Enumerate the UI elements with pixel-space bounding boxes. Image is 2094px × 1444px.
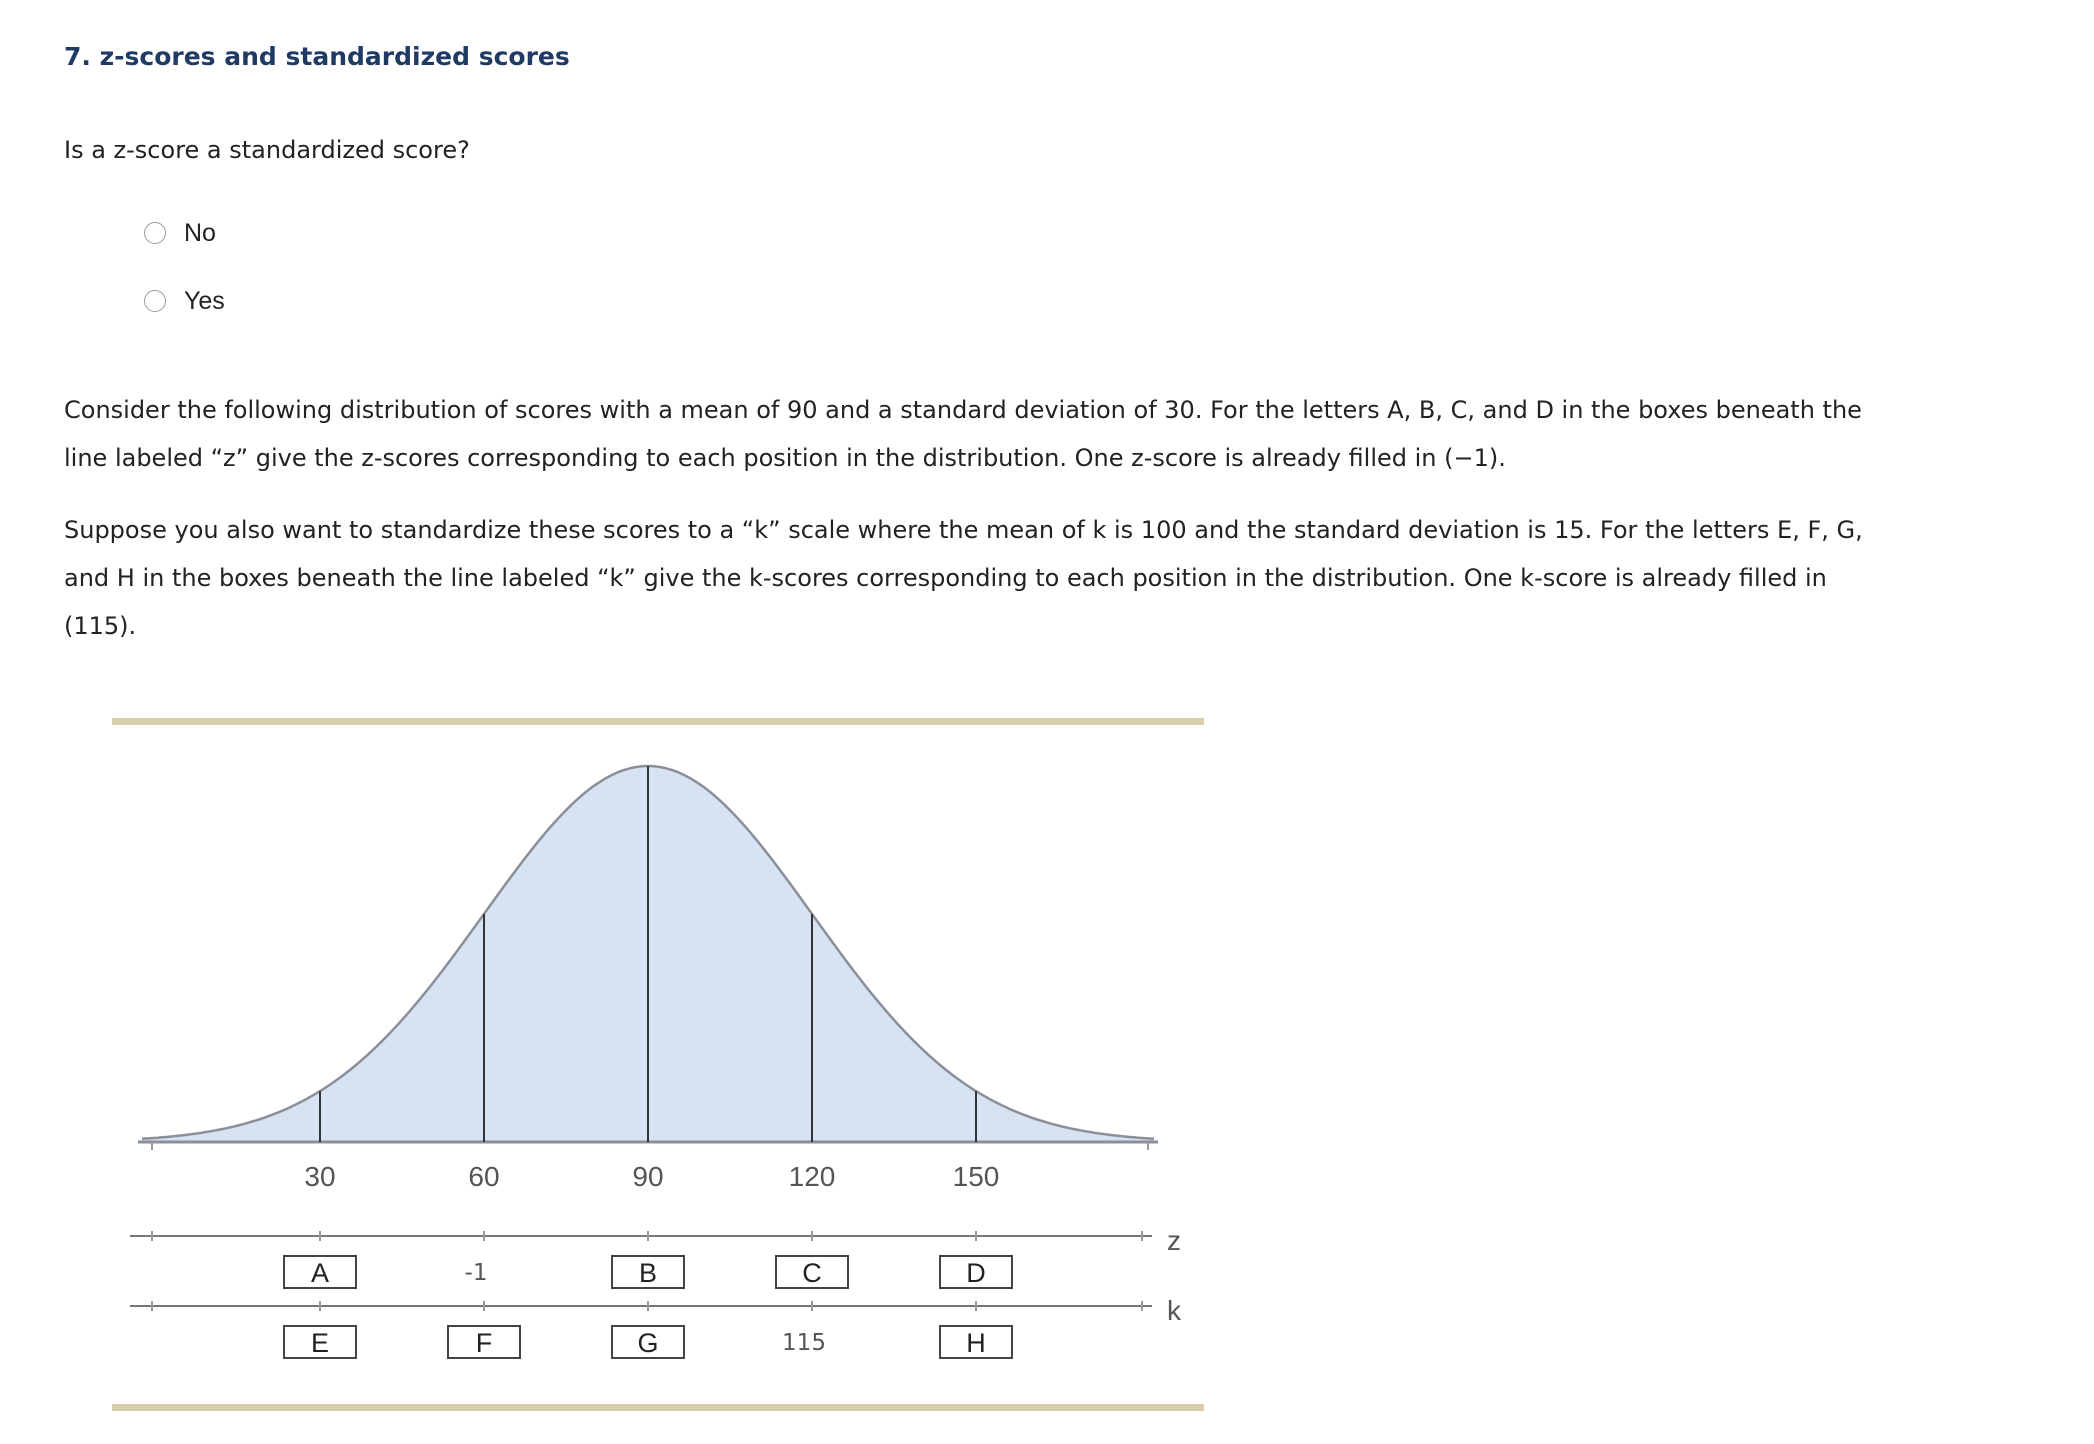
- figure-top-border: [112, 718, 1204, 725]
- option-yes[interactable]: [144, 284, 225, 318]
- option-no-label: No: [184, 218, 216, 247]
- score-label-90: 90: [632, 1161, 664, 1192]
- instructions-k-line-3: (115).: [64, 612, 137, 640]
- z-box-label-B: B: [638, 1258, 658, 1288]
- instructions-k-line-2: and H in the boxes beneath the line labeled “k” give the k-scores corresponding to each position in the distribution. One k-score is already filled in: [64, 564, 1827, 592]
- k-given-value: 115: [782, 1330, 826, 1356]
- normal-distribution-figure: [112, 718, 1204, 1412]
- z-box-label-D: D: [966, 1258, 986, 1288]
- z-box-label-A: A: [310, 1258, 330, 1288]
- score-label-60: 60: [468, 1161, 500, 1192]
- instructions-k-line-1: Suppose you also want to standardize these scores to a “k” scale where the mean of k is 100 and the standard deviation is 15. For the letters E, F, G,: [64, 516, 1863, 544]
- radio-button-yes[interactable]: [144, 290, 166, 312]
- option-yes-label: Yes: [184, 286, 225, 315]
- instructions-z-line-2: line labeled “z” give the z-scores corresponding to each position in the distribution. One z-score is already filled in (−1).: [64, 444, 1506, 472]
- question-text: Is a z-score a standardized score?: [64, 136, 470, 164]
- k-box-label-F: F: [475, 1328, 493, 1358]
- option-no[interactable]: [144, 216, 225, 250]
- instructions-z-line-1: Consider the following distribution of scores with a mean of 90 and a standard deviation of 30. For the letters A, B, C, and D in the boxes beneath the: [64, 396, 1862, 424]
- figure-bottom-border: [112, 1404, 1204, 1411]
- k-box-label-E: E: [310, 1328, 330, 1358]
- instructions-z: [64, 386, 1924, 482]
- normal-curve-diagram: [112, 718, 1204, 1412]
- k-box-label-H: H: [966, 1328, 986, 1358]
- instructions-k: [64, 506, 1924, 650]
- k-axis-label: k: [1167, 1295, 1181, 1326]
- question-title: 7. z-scores and standardized scores: [64, 42, 570, 71]
- z-box-label-C: C: [802, 1258, 822, 1288]
- score-label-150: 150: [952, 1161, 1000, 1192]
- z-axis-label: z: [1167, 1225, 1181, 1256]
- score-label-120: 120: [788, 1161, 836, 1192]
- z-given-value: -1: [464, 1260, 488, 1286]
- score-label-30: 30: [304, 1161, 336, 1192]
- k-box-label-G: G: [637, 1328, 659, 1358]
- radio-button-no[interactable]: [144, 222, 166, 244]
- answer-options: [144, 216, 225, 352]
